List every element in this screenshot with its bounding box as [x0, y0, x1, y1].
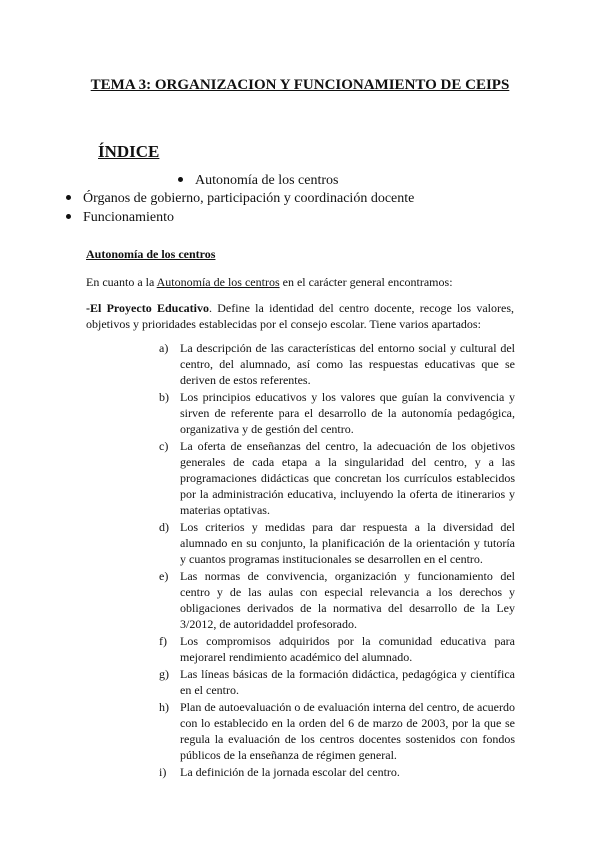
intro-paragraph — [86, 275, 453, 290]
list-item — [155, 568, 515, 632]
document-title: TEMA 3: ORGANIZACION Y FUNCIONAMIENTO DE CEIPS — [90, 77, 510, 93]
list-item — [155, 519, 515, 567]
list-item-letter: a) — [159, 341, 169, 355]
list-item-letter: i) — [159, 765, 167, 779]
list-item-letter: c) — [159, 439, 169, 453]
bullet-icon — [178, 177, 183, 182]
index-item-label: Autonomía de los centros — [195, 173, 339, 188]
list-item-text: Plan de autoevaluación o de evaluación interna del centro, de acuerdo con lo establecido en la orden del 6 de marzo de 2003, por la que se regula la evaluación de los centros docentes sostenidos con fondos públicos de la enseñanza de régimen general. — [180, 700, 515, 762]
list-item-text: La oferta de enseñanzas del centro, la adecuación de los objetivos generales de cada etapa a la singularidad del centro, y a las programaciones didácticas que concretan los currículos establecidos por la administración educativa, incluyendo la oferta de itinerarios y materias optativas. — [180, 439, 515, 517]
list-item-letter: d) — [159, 520, 169, 534]
index-item-label: Funcionamiento — [83, 210, 174, 225]
list-item — [155, 764, 515, 780]
list-item-text: Los compromisos adquiridos por la comunidad educativa para mejorarel rendimiento académico del alumnado. — [180, 634, 515, 664]
index-item-autonomia — [178, 172, 338, 190]
list-item — [155, 633, 515, 665]
proyecto-label: -El Proyecto Educativo — [86, 301, 209, 315]
list-item-letter: e) — [159, 569, 169, 583]
bullet-icon — [66, 214, 71, 219]
list-item — [155, 666, 515, 698]
list-item-text: Las normas de convivencia, organización y funcionamiento del centro y de las aulas con especial relevancia a los derechos y obligaciones derivados de la normativa del desarrollo de la Ley 3/2012, de autoridaddel profesorado. — [180, 569, 515, 631]
list-item — [155, 340, 515, 388]
bullet-icon — [66, 195, 71, 200]
index-item-organos — [66, 190, 414, 208]
index-item-label: Órganos de gobierno, participación y coordinación docente — [83, 191, 415, 206]
list-item-text: Los principios educativos y los valores que guían la convivencia y sirven de referente para el desarrollo de la autonomía pedagógica, organizativa y de gestión del centro. — [180, 390, 515, 436]
section-heading: Autonomía de los centros — [86, 247, 216, 261]
intro-underlined-term: Autonomía de los centros — [156, 275, 280, 289]
list-item — [155, 699, 515, 763]
intro-text-before: En cuanto a la — [86, 275, 157, 289]
list-item-letter: b) — [159, 390, 169, 404]
list-item-text: La descripción de las características del entorno social y cultural del centro, del alumnado, así como las respuestas educativas que se deriven de estos referentes. — [180, 341, 515, 387]
intro-text-after: en el carácter general encontramos: — [279, 275, 453, 289]
list-item-text: La definición de la jornada escolar del centro. — [180, 765, 400, 779]
list-item — [155, 438, 515, 518]
index-item-funcionamiento — [66, 209, 174, 227]
list-item-text: Los criterios y medidas para dar respuesta a la diversidad del alumnado en su conjunto, la planificación de la orientación y tutoría y cuantos programas institucionales se desarrollen en el centro. — [180, 520, 515, 566]
proyecto-paragraph — [86, 300, 514, 332]
list-item — [155, 389, 515, 437]
apartados-list — [155, 340, 515, 781]
list-item-letter: f) — [159, 634, 167, 648]
list-item-letter: h) — [159, 700, 169, 714]
proyecto-text: . Define la identidad del centro docente, recoge los valores, objetivos y prioridades establecidas por el consejo escolar. Tiene varios apartados: — [86, 301, 514, 331]
index-heading: ÍNDICE — [98, 142, 160, 161]
list-item-text: Las líneas básicas de la formación didáctica, pedagógica y científica en el centro. — [180, 667, 515, 697]
list-item-letter: g) — [159, 667, 169, 681]
